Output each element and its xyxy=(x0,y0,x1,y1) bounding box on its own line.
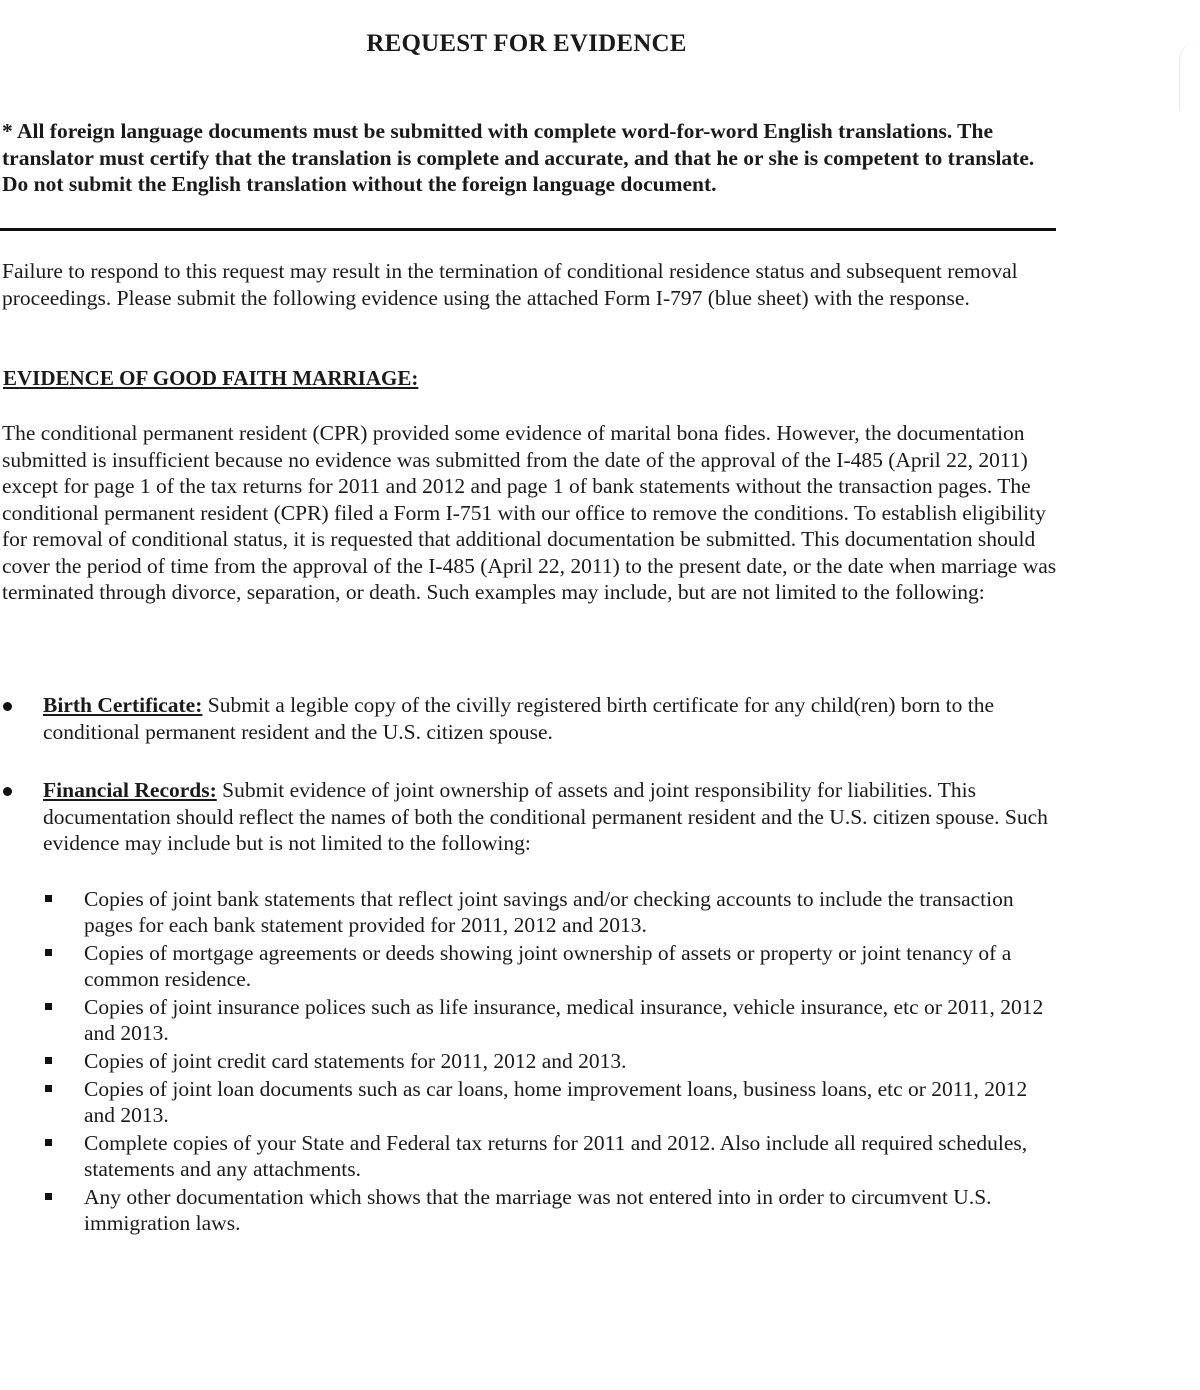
square-bullet-icon xyxy=(45,1003,52,1010)
list-item-text: Copies of mortgage agreements or deeds showing joint ownership of assets or property or joint tenancy of a common residence. xyxy=(84,941,1012,991)
square-bullet-icon xyxy=(45,1193,52,1200)
list-item xyxy=(0,1130,1060,1182)
bullet-label: Birth Certificate: xyxy=(43,693,203,717)
square-bullet-icon xyxy=(45,1139,52,1146)
square-bullet-icon xyxy=(45,895,52,902)
list-item xyxy=(0,1048,1060,1074)
list-item-text: Copies of joint insurance polices such as life insurance, medical insurance, vehicle insurance, etc or 2011, 2012 and 2013. xyxy=(84,995,1044,1045)
page-fold-mark xyxy=(1179,40,1200,110)
financial-subitems-list xyxy=(0,886,1060,1238)
list-item xyxy=(0,940,1060,992)
list-item xyxy=(0,886,1060,938)
square-bullet-icon xyxy=(45,1057,52,1064)
list-item-text: Complete copies of your State and Federal tax returns for 2011 and 2012. Also include all required schedules, statements and any attachments. xyxy=(84,1131,1028,1181)
section-paragraph: The conditional permanent resident (CPR) provided some evidence of marital bona fides. However, the documentation submitted is insufficient because no evidence was submitted from the date of the approval of the I-485 (April 22, 2011) except for page 1 of the tax returns for 2011 and 2012 and page 1 of bank statements without the transaction pages. The conditional permanent resident (CPR) filed a Form I-751 with our office to remove the conditions. To establish eligibility for removal of conditional status, it is requested that additional documentation be submitted. This documentation should cover the period of time from the approval of the I-485 (April 22, 2011) to the present date, or the date when marriage was terminated through divorce, separation, or death. Such examples may include, but are not limited to the following: xyxy=(2,421,1057,604)
bullet-body: Submit evidence of joint ownership of assets and joint responsibility for liabilities. This documentation should reflect the names of both the conditional permanent resident and the U.S. citizen spouse. Such evidence may include but is not limited to the following: xyxy=(43,778,1048,855)
list-item-text: Copies of joint loan documents such as car loans, home improvement loans, business loans, etc or 2011, 2012 and 2013. xyxy=(84,1077,1028,1127)
bullet-text xyxy=(43,692,1060,745)
intro-paragraph: Failure to respond to this request may result in the termination of conditional residence status and subsequent removal proceedings. Please submit the following evidence using the attached Form I-797 (blue sheet) with the response. xyxy=(2,259,1018,310)
list-item xyxy=(0,1076,1060,1128)
list-item-text: Copies of joint bank statements that reflect joint savings and/or checking accounts to include the transaction pages for each bank statement provided for 2011, 2012 and 2013. xyxy=(84,887,1014,937)
list-item-text: Any other documentation which shows that the marriage was not entered into in order to circumvent U.S. immigration laws. xyxy=(84,1185,992,1235)
list-item xyxy=(0,994,1060,1046)
bullet-text xyxy=(43,777,1060,857)
bullet-label: Financial Records: xyxy=(43,778,217,802)
foreign-language-notice: * All foreign language documents must be submitted with complete word-for-word English translations. The translator must certify that the translation is complete and accurate, and that he or she is competent to translate. Do not submit the English translation without the foreign language document. xyxy=(2,119,1035,196)
bullet-dot-icon xyxy=(3,787,12,796)
list-item xyxy=(0,1184,1060,1236)
list-item-text: Copies of joint credit card statements for 2011, 2012 and 2013. xyxy=(84,1049,627,1073)
horizontal-rule xyxy=(0,228,1056,231)
square-bullet-icon xyxy=(45,949,52,956)
bullet-birth-certificate xyxy=(0,692,1060,745)
bullet-financial-records xyxy=(0,777,1060,857)
section-heading: EVIDENCE OF GOOD FAITH MARRIAGE: xyxy=(3,366,419,390)
bullet-dot-icon xyxy=(3,702,12,711)
square-bullet-icon xyxy=(45,1085,52,1092)
document-title: REQUEST FOR EVIDENCE xyxy=(366,30,687,57)
bullet-body: Submit a legible copy of the civilly registered birth certificate for any child(ren) born to the conditional permanent resident and the U.S. citizen spouse. xyxy=(43,693,995,744)
